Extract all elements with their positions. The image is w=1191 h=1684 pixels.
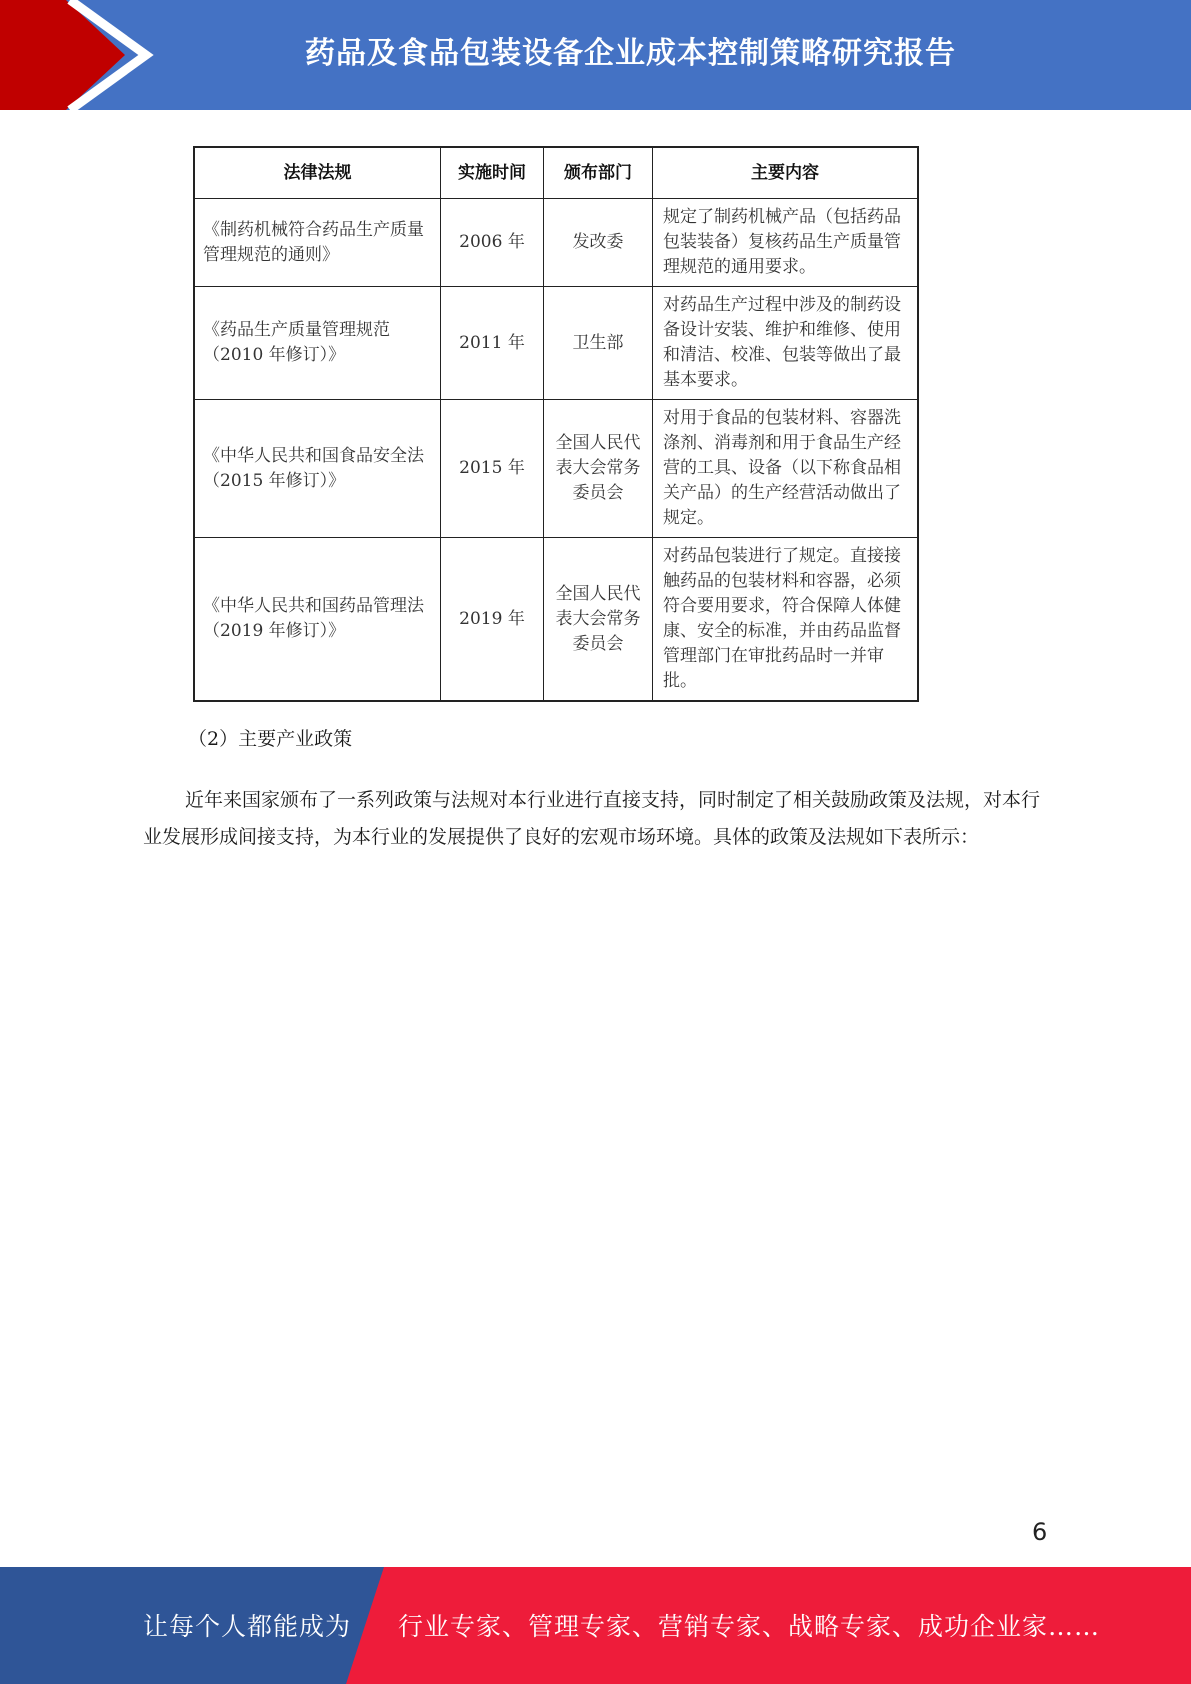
body-paragraph: 近年来国家颁布了一系列政策与法规对本行业进行直接支持，同时制定了相关鼓励政策及法规，对本行业发展形成间接支持，为本行业的发展提供了良好的宏观市场环境。具体的政策及法规如下表所示：	[143, 789, 1041, 848]
table-header-row	[194, 147, 918, 199]
department-cell: 全国人民代表大会常务委员会	[544, 538, 653, 702]
law-name-cell: 《中华人民共和国食品安全法（2015 年修订）》	[194, 400, 441, 538]
report-title: 药品及食品包装设备企业成本控制策略研究报告	[305, 36, 956, 71]
column-header-department: 颁布部门	[544, 147, 653, 199]
table-row	[194, 538, 918, 702]
footer-slogan-right: 行业专家、管理专家、营销专家、战略专家、成功企业家……	[398, 1612, 1101, 1641]
content-cell: 对药品生产过程中涉及的制药设备设计安装、维护和维修、使用和清洁、校准、包装等做出了最基本要求。	[653, 287, 919, 400]
year-cell: 2011 年	[441, 287, 544, 400]
footer-banner	[0, 1567, 1191, 1684]
chevron-icon	[0, 0, 160, 110]
section-heading: （2）主要产业政策	[188, 728, 353, 750]
law-name-cell: 《药品生产质量管理规范（2010 年修订）》	[194, 287, 441, 400]
column-header-content: 主要内容	[653, 147, 919, 199]
page-number: 6	[1032, 1518, 1048, 1546]
table-row	[194, 199, 918, 287]
department-cell: 全国人民代表大会常务委员会	[544, 400, 653, 538]
content-cell: 对用于食品的包装材料、容器洗涤剂、消毒剂和用于食品生产经营的工具、设备（以下称食品相关产品）的生产经营活动做出了规定。	[653, 400, 919, 538]
year-cell: 2006 年	[441, 199, 544, 287]
department-cell: 卫生部	[544, 287, 653, 400]
department-cell: 发改委	[544, 199, 653, 287]
table-row	[194, 400, 918, 538]
regulations-table	[193, 146, 919, 702]
column-header-law: 法律法规	[194, 147, 441, 199]
content-cell: 对药品包装进行了规定。直接接触药品的包装材料和容器，必须符合要用要求，符合保障人体健康、安全的标准，并由药品监督管理部门在审批药品时一并审批。	[653, 538, 919, 702]
law-name-cell: 《制药机械符合药品生产质量管理规范的通则》	[194, 199, 441, 287]
footer-slogan-left: 让每个人都能成为	[143, 1612, 352, 1641]
law-name-cell: 《中华人民共和国药品管理法（2019 年修订）》	[194, 538, 441, 702]
table-row	[194, 287, 918, 400]
content-cell: 规定了制药机械产品（包括药品包装装备）复核药品生产质量管理规范的通用要求。	[653, 199, 919, 287]
year-cell: 2015 年	[441, 400, 544, 538]
year-cell: 2019 年	[441, 538, 544, 702]
column-header-year: 实施时间	[441, 147, 544, 199]
header-banner	[0, 0, 1191, 110]
